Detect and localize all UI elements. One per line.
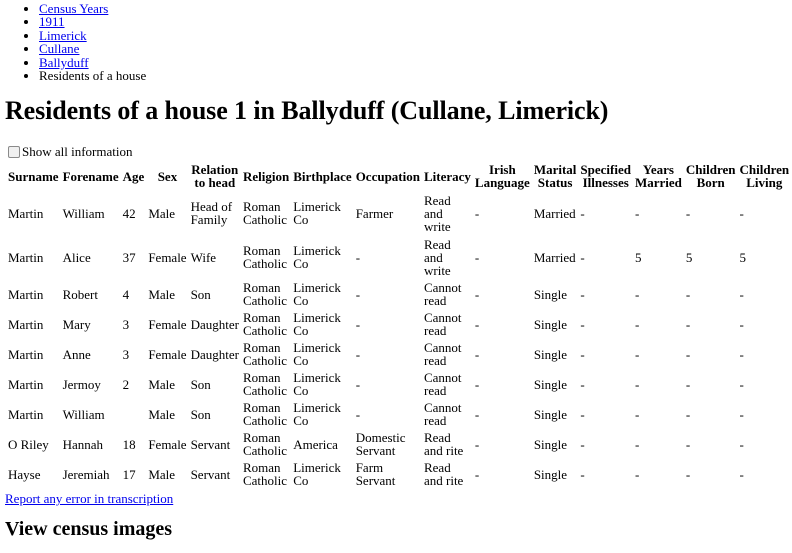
table-row — [7, 430, 790, 458]
cell-relation: Son — [190, 286, 211, 302]
cell-literacy: Read and write — [423, 192, 451, 234]
cell-marital-status: Married — [533, 205, 576, 221]
breadcrumb-link-ballyduff[interactable]: Ballyduff — [39, 54, 89, 70]
cell-specified-illnesses: - — [580, 205, 585, 221]
cell-sex: Male — [148, 376, 176, 392]
cell-marital-status: Single — [533, 346, 568, 362]
cell-surname: Martin — [8, 286, 44, 302]
breadcrumb-item[interactable] — [39, 15, 146, 28]
table-row — [7, 340, 790, 368]
cell-birthplace: Limerick Co — [293, 460, 341, 488]
col-irish-language[interactable]: Irish Language — [474, 162, 530, 190]
cell-children-born: - — [685, 406, 691, 422]
cell-marital-status: Married — [533, 249, 576, 265]
cell-years-married: - — [634, 286, 640, 302]
cell-children-living: - — [739, 376, 744, 392]
col-children-born[interactable]: Children Born — [685, 162, 736, 190]
cell-literacy: Cannot read — [423, 370, 462, 398]
table-row — [7, 310, 790, 338]
cell-children-born: - — [685, 316, 691, 332]
cell-specified-illnesses: - — [580, 376, 585, 392]
cell-surname: Martin — [8, 376, 44, 392]
cell-children-living: 5 — [739, 249, 746, 265]
cell-irish-language: - — [474, 376, 480, 392]
col-sex[interactable]: Sex — [157, 168, 178, 184]
cell-years-married: - — [634, 205, 640, 221]
cell-literacy: Cannot read — [423, 280, 462, 308]
cell-marital-status: Single — [533, 406, 568, 422]
cell-irish-language: - — [474, 346, 480, 362]
col-marital-status[interactable]: Marital Status — [533, 162, 577, 190]
cell-religion: Roman Catholic — [242, 280, 287, 308]
cell-surname: Martin — [8, 406, 44, 422]
cell-literacy: Read and rite — [423, 460, 464, 488]
cell-forename: Hannah — [62, 436, 103, 452]
cell-specified-illnesses: - — [580, 316, 585, 332]
cell-religion: Roman Catholic — [242, 430, 287, 458]
cell-age: 18 — [122, 436, 136, 452]
cell-religion: Roman Catholic — [242, 340, 287, 368]
cell-children-born: - — [685, 286, 691, 302]
cell-irish-language: - — [474, 286, 480, 302]
col-specified-illnesses[interactable]: Specified Illnesses — [580, 162, 631, 190]
breadcrumb-item[interactable] — [39, 2, 146, 15]
cell-literacy: Cannot read — [423, 340, 462, 368]
cell-sex: Female — [148, 249, 187, 265]
cell-children-born: - — [685, 346, 691, 362]
cell-irish-language: - — [474, 406, 480, 422]
col-surname[interactable]: Surname — [8, 168, 59, 184]
cell-children-born: 5 — [685, 249, 693, 265]
cell-occupation: - — [355, 376, 361, 392]
table-header-row — [7, 162, 790, 190]
col-years-married[interactable]: Years Married — [634, 162, 682, 190]
cell-forename: Alice — [62, 249, 91, 265]
cell-children-living: - — [739, 436, 744, 452]
col-children-living[interactable]: Children Living — [739, 162, 790, 190]
cell-relation: Daughter — [190, 346, 239, 362]
col-occupation[interactable]: Occupation — [355, 168, 420, 184]
page-title: Residents of a house 1 in Ballyduff (Cullane, Limerick) — [5, 96, 609, 125]
cell-occupation: - — [355, 286, 361, 302]
cell-literacy: Read and write — [423, 236, 451, 278]
residents-table — [5, 160, 792, 490]
col-religion[interactable]: Religion — [242, 168, 290, 184]
cell-specified-illnesses: - — [580, 286, 585, 302]
cell-years-married: - — [634, 436, 640, 452]
breadcrumb-link-limerick[interactable]: Limerick — [39, 27, 87, 43]
cell-occupation: - — [355, 316, 361, 332]
cell-occupation: Domestic Servant — [355, 430, 406, 458]
cell-forename: Robert — [62, 286, 98, 302]
cell-irish-language: - — [474, 316, 480, 332]
cell-sex: Female — [148, 436, 187, 452]
cell-specified-illnesses: - — [580, 249, 585, 265]
cell-relation: Daughter — [190, 316, 239, 332]
col-literacy[interactable]: Literacy — [423, 168, 471, 184]
cell-occupation: - — [355, 346, 361, 362]
cell-age: 17 — [122, 466, 136, 482]
cell-relation: Servant — [190, 466, 231, 482]
table-row — [7, 400, 790, 428]
cell-sex: Male — [148, 466, 176, 482]
cell-children-born: - — [685, 436, 691, 452]
show-all-checkbox[interactable] — [8, 146, 20, 158]
cell-relation: Son — [190, 376, 211, 392]
cell-literacy: Cannot read — [423, 400, 462, 428]
cell-forename: William — [62, 406, 105, 422]
cell-occupation: - — [355, 406, 361, 422]
show-all-label: Show all information — [22, 144, 133, 159]
cell-children-living: - — [739, 466, 744, 482]
cell-birthplace: Limerick Co — [293, 280, 341, 308]
cell-literacy: Cannot read — [423, 310, 462, 338]
cell-children-living: - — [739, 406, 744, 422]
cell-religion: Roman Catholic — [242, 460, 287, 488]
cell-surname: O Riley — [8, 436, 49, 452]
cell-birthplace: Limerick Co — [293, 400, 341, 428]
cell-literacy: Read and rite — [423, 430, 464, 458]
cell-surname: Hayse — [8, 466, 41, 482]
cell-irish-language: - — [474, 466, 480, 482]
cell-children-born: - — [685, 376, 691, 392]
cell-marital-status: Single — [533, 316, 568, 332]
cell-years-married: - — [634, 346, 640, 362]
cell-marital-status: Single — [533, 436, 568, 452]
cell-years-married: - — [634, 466, 640, 482]
cell-irish-language: - — [474, 249, 480, 265]
cell-birthplace: Limerick Co — [293, 310, 341, 338]
cell-years-married: - — [634, 376, 640, 392]
cell-specified-illnesses: - — [580, 436, 585, 452]
table-row — [7, 460, 790, 488]
cell-specified-illnesses: - — [580, 466, 585, 482]
cell-surname: Martin — [8, 316, 44, 332]
cell-relation: Wife — [190, 249, 217, 265]
breadcrumb-link-cullane[interactable]: Cullane — [39, 41, 80, 57]
cell-surname: Martin — [8, 205, 44, 221]
cell-marital-status: Single — [533, 466, 568, 482]
cell-surname: Martin — [8, 249, 44, 265]
cell-children-living: - — [739, 316, 744, 332]
cell-sex: Male — [148, 286, 176, 302]
cell-forename: Jeremiah — [62, 466, 110, 482]
census-images-heading: View census images — [5, 518, 173, 540]
cell-birthplace: Limerick Co — [293, 340, 341, 368]
cell-birthplace: Limerick Co — [293, 199, 341, 227]
cell-age: 37 — [122, 249, 136, 265]
cell-occupation: - — [355, 249, 361, 265]
cell-religion: Roman Catholic — [242, 199, 287, 227]
cell-age: 4 — [122, 286, 130, 302]
cell-sex: Female — [148, 346, 187, 362]
table-row — [7, 370, 790, 398]
table-row — [7, 192, 790, 234]
cell-specified-illnesses: - — [580, 406, 585, 422]
cell-religion: Roman Catholic — [242, 370, 287, 398]
cell-years-married: 5 — [634, 249, 642, 265]
cell-forename: Mary — [62, 316, 91, 332]
breadcrumb-item[interactable] — [39, 56, 146, 69]
cell-marital-status: Single — [533, 286, 568, 302]
cell-children-born: - — [685, 466, 691, 482]
cell-forename: Anne — [62, 346, 91, 362]
cell-specified-illnesses: - — [580, 346, 585, 362]
cell-age: 3 — [122, 316, 130, 332]
cell-age: 3 — [122, 346, 130, 362]
breadcrumb-link-census-years[interactable]: Census Years — [39, 1, 109, 16]
cell-children-born: - — [685, 205, 691, 221]
cell-children-living: - — [739, 205, 744, 221]
cell-age: 42 — [122, 205, 136, 221]
cell-surname: Martin — [8, 346, 44, 362]
cell-birthplace: America — [293, 436, 338, 452]
breadcrumb-link-1911[interactable]: 1911 — [39, 14, 65, 30]
cell-relation: Servant — [190, 436, 231, 452]
show-all-toggle[interactable] — [8, 144, 133, 160]
cell-relation: Son — [190, 406, 211, 422]
cell-occupation: Farm Servant — [355, 460, 396, 488]
table-row — [7, 280, 790, 308]
cell-marital-status: Single — [533, 376, 568, 392]
cell-age: 2 — [122, 376, 130, 392]
report-error-link[interactable]: Report any error in transcription — [5, 491, 174, 506]
breadcrumb — [0, 2, 146, 82]
col-birthplace[interactable]: Birthplace — [293, 168, 352, 184]
cell-forename: Jermoy — [62, 376, 101, 392]
cell-age — [122, 400, 146, 428]
cell-birthplace: Limerick Co — [293, 243, 341, 271]
col-relation[interactable]: Relation to head — [191, 162, 239, 190]
cell-children-living: - — [739, 346, 744, 362]
cell-irish-language: - — [474, 436, 480, 452]
cell-sex: Male — [148, 406, 176, 422]
breadcrumb-item[interactable] — [39, 42, 146, 55]
cell-forename: William — [62, 205, 105, 221]
cell-children-living: - — [739, 286, 744, 302]
cell-sex: Male — [148, 205, 176, 221]
cell-irish-language: - — [474, 205, 480, 221]
breadcrumb-item[interactable] — [39, 29, 146, 42]
col-forename[interactable]: Forename — [62, 168, 119, 184]
cell-relation: Head of Family — [190, 199, 233, 227]
cell-years-married: - — [634, 406, 640, 422]
cell-sex: Female — [148, 316, 187, 332]
cell-religion: Roman Catholic — [242, 400, 287, 428]
breadcrumb-current: • Residents of a house — [39, 69, 146, 82]
cell-occupation: Farmer — [355, 205, 394, 221]
cell-religion: Roman Catholic — [242, 243, 287, 271]
col-age[interactable]: Age — [122, 168, 145, 184]
cell-years-married: - — [634, 316, 640, 332]
cell-religion: Roman Catholic — [242, 310, 287, 338]
table-row — [7, 236, 790, 278]
cell-birthplace: Limerick Co — [293, 370, 341, 398]
